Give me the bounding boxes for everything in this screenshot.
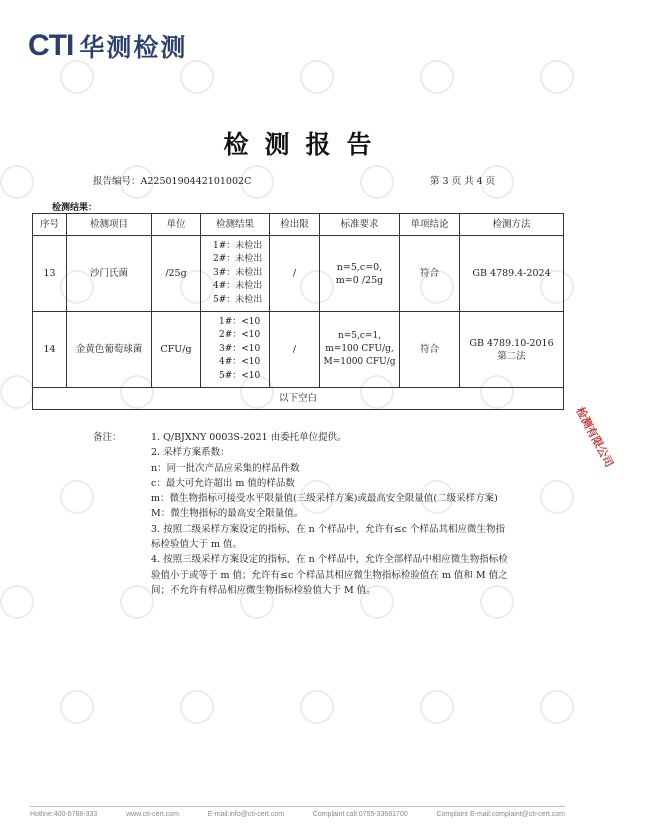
results-label: 检测结果： — [52, 203, 98, 213]
note-line: 4. 按照三级采样方案设定的指标，在 n 个样品中，允许全部样品中相应微生物指标检验值小于或等于 m 值；允许有≤c 个样品其相应微生物指标检验值在 m 值和 M 值之间；不允许有样品相应微生物指标检验值大于 M 值。 — [151, 554, 508, 596]
seal-text: 检测有限公司 — [573, 405, 616, 470]
col-header: 检测项目 — [67, 214, 152, 236]
cell-conclusion: 符合 — [400, 236, 460, 312]
footer-hotline: Hotline:400-6788-333 — [30, 811, 98, 818]
cell-no: 14 — [33, 312, 67, 388]
watermark-mark — [60, 60, 94, 94]
cell-limit: / — [270, 236, 320, 312]
cell-conclusion: 符合 — [400, 312, 460, 388]
cell-item: 沙门氏菌 — [67, 236, 152, 312]
method-line: GB 4789.4-2024 — [472, 268, 551, 279]
cell-method — [460, 236, 564, 312]
requirement-line: n=5,c=0, — [336, 261, 383, 273]
watermark-mark — [540, 690, 574, 724]
result-line: 5#：未检出 — [213, 294, 263, 305]
watermark-mark — [0, 375, 34, 409]
result-line: 4#：<10 — [219, 357, 261, 368]
report-title: 检测报告 — [223, 130, 388, 159]
cell-requirement — [320, 236, 400, 312]
col-header: 检测方法 — [460, 214, 564, 236]
requirement-line: m=0 /25g — [335, 274, 384, 286]
col-header: 单位 — [152, 214, 201, 236]
result-line: 2#：未检出 — [213, 254, 263, 265]
col-header: 检测结果 — [201, 214, 270, 236]
page-info: 第 3 页 共 4 页 — [430, 176, 496, 187]
col-header: 标准要求 — [320, 214, 400, 236]
col-header: 单项结论 — [400, 214, 460, 236]
cell-unit: /25g — [152, 236, 201, 312]
footer — [30, 811, 565, 818]
note-line: 2. 采样方案系数： — [151, 447, 230, 459]
watermark-mark — [360, 165, 394, 199]
table-row — [33, 236, 564, 312]
watermark-mark — [60, 690, 94, 724]
note-line: n：同一批次产品应采集的样品件数 — [151, 462, 300, 474]
cell-requirement — [320, 312, 400, 388]
blank-note: 以下空白 — [33, 388, 564, 410]
results-table — [32, 213, 564, 410]
result-line: 1#：未检出 — [213, 240, 263, 251]
report-number: 报告编号：A2250190442101002C — [93, 176, 252, 187]
watermark-mark — [180, 690, 214, 724]
watermark-mark — [300, 60, 334, 94]
watermark-mark — [420, 690, 454, 724]
requirement-line: M=1000 CFU/g — [323, 357, 396, 367]
watermark-mark — [0, 165, 34, 199]
method-line: GB 4789.10-2016 — [469, 337, 554, 349]
requirement-line: m=100 CFU/g, — [325, 344, 394, 354]
method-line: 第二法 — [497, 350, 526, 362]
cell-unit: CFU/g — [152, 312, 201, 388]
cell-limit: / — [270, 312, 320, 388]
logo-mark: CTI — [28, 29, 74, 62]
watermark-mark — [540, 60, 574, 94]
logo-name: 华测检测 — [79, 33, 188, 62]
cell-no: 13 — [33, 236, 67, 312]
result-line: 3#：未检出 — [213, 267, 263, 278]
footer-website: www.cti-cert.com — [126, 811, 179, 818]
watermark-mark — [540, 480, 574, 514]
table-blank-row — [33, 388, 564, 410]
cell-method — [460, 312, 564, 388]
footer-complaint-call: Complaint call:0755-33681700 — [312, 811, 408, 818]
requirement-line: n=5,c=1, — [337, 331, 382, 341]
result-line: 5#：<10 — [219, 370, 261, 381]
watermark-mark — [60, 480, 94, 514]
footer-email: E-mail:info@cti-cert.com — [207, 811, 285, 818]
table-row — [33, 312, 564, 388]
watermark-mark — [180, 60, 214, 94]
watermark-mark — [0, 585, 34, 619]
cell-item: 金黄色葡萄球菌 — [67, 312, 152, 388]
result-line: 3#：<10 — [219, 343, 261, 354]
note-line: m：微生物指标可接受水平限量值(三级采样方案)或最高安全限量值(二级采样方案) — [151, 493, 498, 505]
col-header: 序号 — [33, 214, 67, 236]
watermark-mark — [420, 60, 454, 94]
result-line: 2#：<10 — [219, 330, 261, 341]
footer-complaint-email: Complaint E-mail:complaint@cti-cert.com — [436, 811, 565, 818]
note-line: 3. 按照二级采样方案设定的指标，在 n 个样品中，允许有≤c 个样品其相应微生物指标检验值大于 m 值。 — [151, 523, 506, 551]
note-line: M：微生物指标的最高安全限量值。 — [151, 508, 304, 520]
notes-label: 备注： — [93, 432, 122, 443]
table-header-row — [33, 214, 564, 236]
notes-body — [151, 430, 513, 598]
result-line: 1#：<10 — [219, 316, 261, 327]
cell-results — [201, 312, 270, 388]
notes-section — [93, 430, 513, 598]
result-line: 4#：未检出 — [213, 281, 263, 292]
cell-results — [201, 236, 270, 312]
note-line: c：最大可允许超出 m 值的样品数 — [151, 477, 295, 489]
watermark-mark — [300, 690, 334, 724]
note-line: 1. Q/BJXNY 0003S-2021 由委托单位提供。 — [151, 432, 347, 443]
col-header: 检出限 — [270, 214, 320, 236]
company-logo — [28, 28, 187, 64]
footer-divider — [30, 806, 565, 807]
